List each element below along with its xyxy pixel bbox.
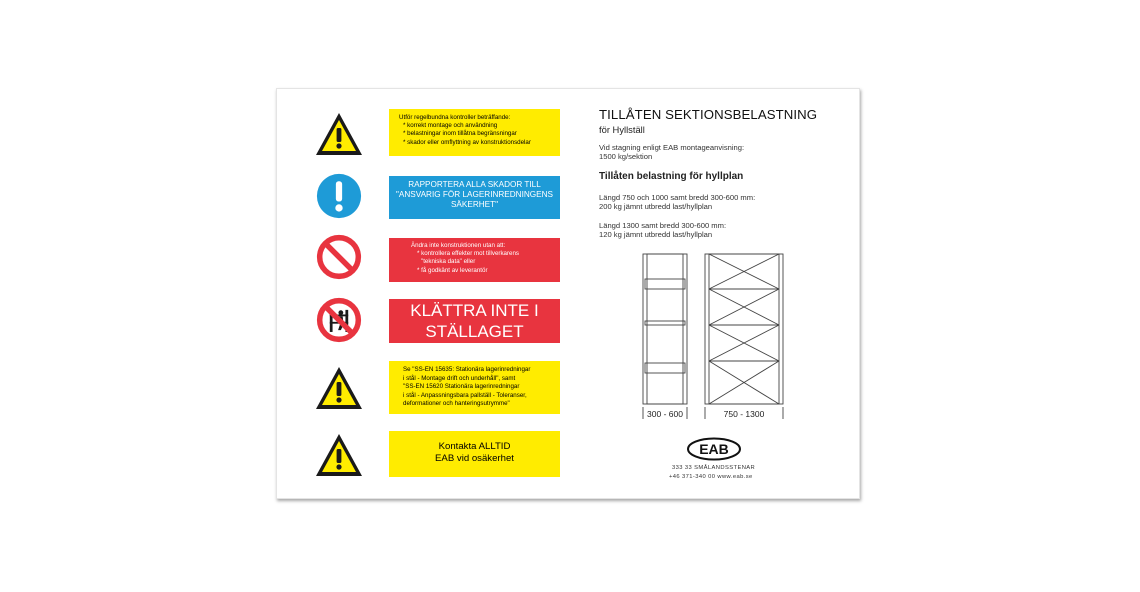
contact-line: EAB vid osäkerhet [435,453,514,464]
text-line: Längd 750 och 1000 samt bredd 300-600 mm: [599,193,756,202]
text-line: 1500 kg/sektion [599,152,653,162]
shelf-load-text-1 [599,193,755,211]
shelving-diagram [639,249,789,424]
prohibition-icon [314,234,364,280]
no-climbing-line: KLÄTTRA INTE I [410,301,539,320]
text-line: Längd 1300 samt bredd 300-600 mm: [599,221,727,230]
no-climbing-line: STÄLLAGET [425,322,524,341]
logo-text: EAB [699,441,729,457]
list-item: * kontrollera effekter mot tillverkarens [417,250,520,258]
safety-sign [276,88,860,499]
standards-box [389,361,560,414]
standards-line: deformationer och hanteringsutrymme" [403,400,510,408]
no-climbing-icon [314,297,364,343]
text-line: Vid stagning enligt EAB montageanvisning: [599,143,745,152]
modify-intro: Ändra inte konstruktionen utan att: [411,242,506,249]
contact-text: +46 371-340 00 www.eab.se [669,474,753,480]
info-icon [314,173,364,219]
section-load-text [599,143,744,161]
text-line: 120 kg jämnt utbredd last/hyllplan [599,230,713,240]
text-line: 200 kg jämnt utbredd last/hyllplan [599,202,713,212]
dim-label-depth: 300 - 600 [647,409,683,419]
page-subtitle: för Hyllställ [599,124,645,135]
inspection-box [389,109,560,156]
report-line: SÄKERHET" [450,200,499,209]
contact-line: Kontakta ALLTID [438,441,511,452]
report-line: RAPPORTERA ALLA SKADOR TILL [408,180,541,189]
page-title: TILLÅTEN SEKTIONSBELASTNING [599,107,818,122]
address-text: 333 33 SMÅLANDSSTENAR [672,465,756,471]
list-item: * få godkänt av leverantör [417,266,488,274]
report-damage-box [389,176,560,219]
report-line: "ANSVARIG FÖR LAGERINREDNINGENS [396,190,553,199]
inspection-intro: Utför regelbundna kontroller beträffande: [399,114,511,121]
dim-label-length: 750 - 1300 [723,409,765,419]
standards-line: i stål - Montage drift och underhåll", samt [403,374,516,382]
eab-logo [686,437,742,461]
warning-icon [314,432,364,478]
warning-icon [314,365,364,411]
list-item: * korrekt montage och användning [403,122,498,130]
shelf-load-heading: Tillåten belastning för hyllplan [599,171,744,182]
do-not-modify-box [389,238,560,282]
standards-line: Se "SS-EN 15635: Stationära lagerinredningar [403,366,531,373]
list-item: * belastningar inom tillåtna begränsningar [403,130,517,138]
no-climbing-box [389,299,560,343]
shelf-load-text-2 [599,221,726,239]
list-item: * skador eller omflyttning av konstruktionsdelar [403,138,531,146]
warning-icon [314,111,364,157]
contact-box [389,431,560,477]
standards-line: "SS-EN 15620 Stationära lagerinredningar [403,383,520,391]
standards-line: i stål - Anpassningsbara pallställ - Toleranser, [403,391,527,399]
list-item: "tekniska data" eller [421,258,476,266]
